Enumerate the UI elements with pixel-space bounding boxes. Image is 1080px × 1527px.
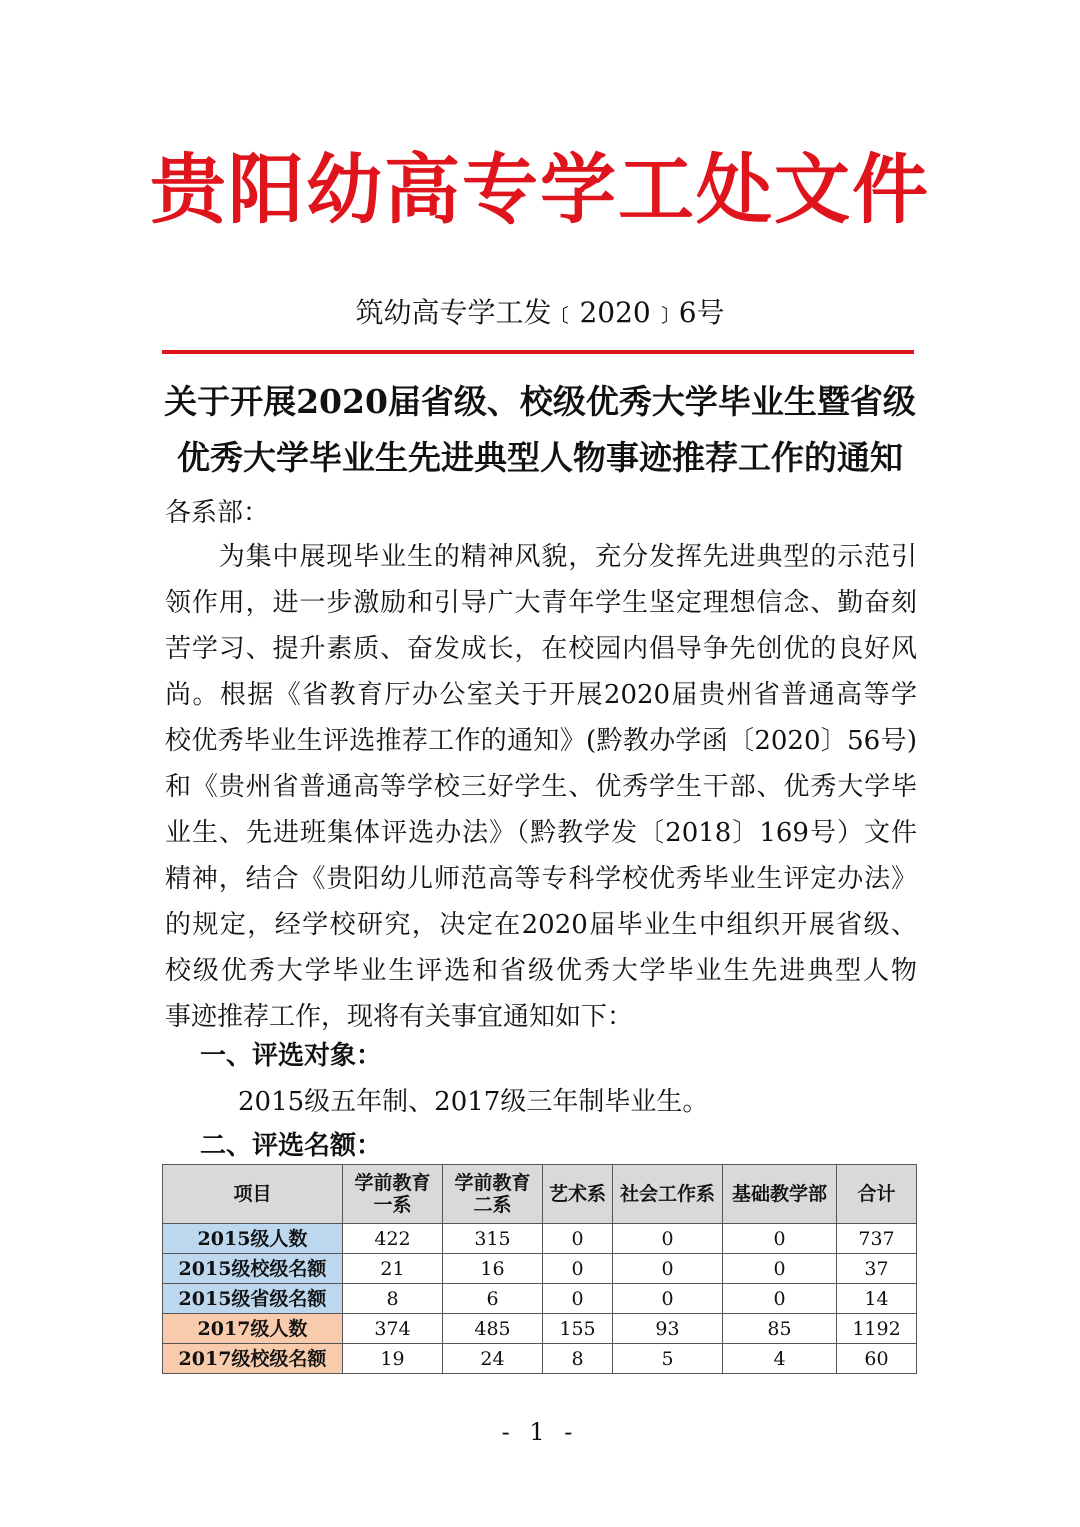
notice-title-line-2: 优秀大学毕业生先进典型人物事迹推荐工作的通知 — [177, 438, 903, 477]
table-cell: 93 — [613, 1314, 723, 1344]
notice-title-line-1: 关于开展2020届省级、校级优秀大学毕业生暨省级 — [164, 382, 916, 421]
paragraph-line: 领作用，进一步激励和引导广大青年学生坚定理想信念、勤奋刻 — [165, 588, 917, 618]
table-cell: 21 — [343, 1254, 443, 1284]
paragraph-line: 校优秀毕业生评选推荐工作的通知》(黔教办学函〔2020〕56号) — [165, 726, 917, 756]
paragraph-line: 精神，结合《贵阳幼儿师范高等专科学校优秀毕业生评定办法》 — [165, 864, 917, 894]
column-header — [443, 1165, 543, 1224]
table-cell: 85 — [723, 1314, 837, 1344]
row-label: 2017级校级名额 — [163, 1344, 343, 1374]
row-label: 2015级校级名额 — [163, 1254, 343, 1284]
table-row — [163, 1314, 917, 1344]
table-cell: 0 — [543, 1224, 613, 1254]
quota-table — [162, 1164, 917, 1374]
table-header-row — [163, 1165, 917, 1224]
column-header: 艺术系 — [543, 1165, 613, 1224]
column-header-line: 学前教育二系 — [454, 1172, 531, 1216]
table-cell: 16 — [443, 1254, 543, 1284]
column-header: 项目 — [163, 1165, 343, 1224]
body-paragraph — [165, 534, 917, 1040]
table-cell: 24 — [443, 1344, 543, 1374]
section-heading-selection-targets: 一、评选对象： — [200, 1041, 383, 1071]
table-row — [163, 1224, 917, 1254]
table-cell: 37 — [837, 1254, 917, 1284]
section-body-selection-targets: 2015级五年制、2017级三年制毕业生。 — [238, 1087, 709, 1117]
table-cell: 0 — [613, 1284, 723, 1314]
table-cell: 374 — [343, 1314, 443, 1344]
table-cell: 8 — [543, 1344, 613, 1374]
table-cell: 0 — [723, 1284, 837, 1314]
table-cell: 8 — [343, 1284, 443, 1314]
column-header: 基础教学部 — [723, 1165, 837, 1224]
paragraph-line: 苦学习、提升素质、奋发成长，在校园内倡导争先创优的良好风 — [165, 634, 917, 664]
document-header-title: 贵阳幼高专学工处文件 — [150, 145, 930, 234]
paragraph-line: 业生、先进班集体评选办法》（黔教学发〔2018〕169号）文件 — [165, 818, 917, 848]
table-cell: 4 — [723, 1344, 837, 1374]
row-label: 2017级人数 — [163, 1314, 343, 1344]
table-cell: 0 — [723, 1224, 837, 1254]
table-cell: 60 — [837, 1344, 917, 1374]
table-cell: 315 — [443, 1224, 543, 1254]
table-cell: 14 — [837, 1284, 917, 1314]
column-header: 社会工作系 — [613, 1165, 723, 1224]
table-cell: 5 — [613, 1344, 723, 1374]
row-label: 2015级人数 — [163, 1224, 343, 1254]
salutation: 各系部： — [165, 498, 270, 528]
table-row — [163, 1284, 917, 1314]
section-heading-quota: 二、评选名额： — [200, 1131, 383, 1161]
page-number: - 1 - — [501, 1418, 579, 1446]
table-cell: 6 — [443, 1284, 543, 1314]
table-cell: 0 — [543, 1284, 613, 1314]
paragraph-line: 为集中展现毕业生的精神风貌，充分发挥先进典型的示范引 — [165, 542, 917, 572]
table-cell: 1192 — [837, 1314, 917, 1344]
document-number: 筑幼高专学工发﹝2020﹞6号 — [355, 296, 725, 329]
table-cell: 737 — [837, 1224, 917, 1254]
table-row — [163, 1344, 917, 1374]
paragraph-line: 尚。根据《省教育厅办公室关于开展2020届贵州省普通高等学 — [165, 680, 917, 710]
table-cell: 0 — [613, 1254, 723, 1284]
row-label: 2015级省级名额 — [163, 1284, 343, 1314]
table-cell: 485 — [443, 1314, 543, 1344]
table-cell: 19 — [343, 1344, 443, 1374]
paragraph-line: 的规定，经学校研究，决定在2020届毕业生中组织开展省级、 — [165, 910, 917, 940]
paragraph-line: 校级优秀大学毕业生评选和省级优秀大学毕业生先进典型人物 — [165, 956, 917, 986]
paragraph-line: 事迹推荐工作，现将有关事宜通知如下： — [165, 1002, 634, 1032]
table-cell: 0 — [543, 1254, 613, 1284]
paragraph-line: 和《贵州省普通高等学校三好学生、优秀学生干部、优秀大学毕 — [165, 772, 917, 802]
table-cell: 422 — [343, 1224, 443, 1254]
header-divider — [162, 350, 914, 354]
table-cell: 0 — [613, 1224, 723, 1254]
column-header: 合计 — [837, 1165, 917, 1224]
column-header-line: 学前教育一系 — [354, 1172, 431, 1216]
table-row — [163, 1254, 917, 1284]
table-cell: 0 — [723, 1254, 837, 1284]
column-header — [343, 1165, 443, 1224]
table-cell: 155 — [543, 1314, 613, 1344]
